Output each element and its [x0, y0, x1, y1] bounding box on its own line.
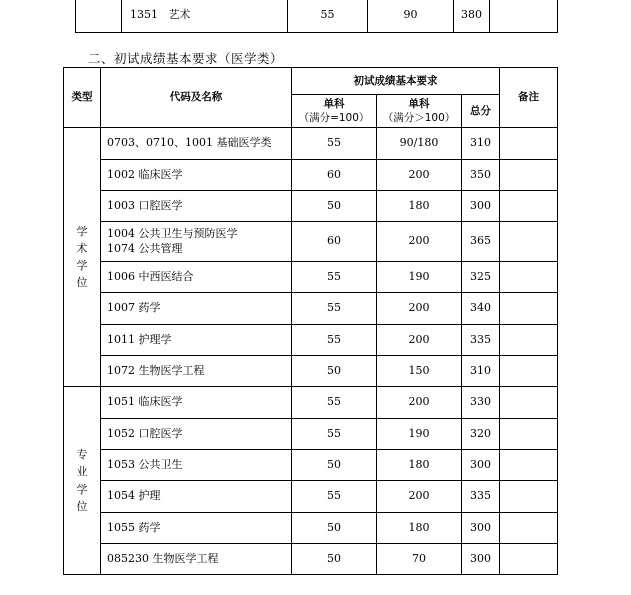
code-name-cell: [101, 387, 292, 419]
remarks-cell: [500, 160, 558, 191]
code-name-line: 1072 生物医学工程: [107, 363, 205, 377]
code-name-cell: [101, 160, 292, 191]
single-100-cell: 55: [288, 0, 368, 33]
total-cell: 300: [462, 544, 500, 575]
remarks-cell: [500, 356, 558, 387]
code-name-line: 1004 公共卫生与预防医学: [107, 226, 238, 240]
total-cell: 365: [462, 222, 500, 262]
type-header: 类型: [64, 68, 101, 128]
code-name-line: 1053 公共卫生: [107, 457, 183, 471]
code-name-cell: [101, 325, 292, 356]
single-100-cell: 55: [292, 293, 377, 325]
table-row: [64, 222, 558, 262]
type-char: 学: [76, 482, 88, 496]
code-name-cell: [101, 450, 292, 481]
single-100-header-line: 单科: [323, 97, 345, 110]
single-gt100-cell: 90: [368, 0, 454, 33]
score-requirements-table: [63, 67, 558, 575]
total-cell: 335: [462, 481, 500, 513]
code-name-line: 1002 临床医学: [107, 167, 183, 181]
code-name-line: 1011 护理学: [107, 332, 172, 346]
code-name-line: 1051 临床医学: [107, 395, 183, 409]
remarks-cell: [500, 387, 558, 419]
single-gt100-cell: 90/180: [377, 128, 462, 160]
single-100-cell: 50: [292, 544, 377, 575]
remarks-cell: [500, 191, 558, 222]
single-100-cell: 55: [292, 325, 377, 356]
remarks-cell: [500, 262, 558, 293]
single-100-cell: 60: [292, 160, 377, 191]
type-cell: [64, 387, 101, 575]
remarks-cell: [500, 544, 558, 575]
code-name-cell: [101, 544, 292, 575]
single-gt100-cell: 180: [377, 450, 462, 481]
single-gt100-cell: 200: [377, 160, 462, 191]
type-char: 学: [76, 259, 88, 272]
single-gt100-cell: 200: [377, 293, 462, 325]
code-name-cell: [101, 222, 292, 262]
code-name-cell: [101, 128, 292, 160]
single-100-cell: 55: [292, 481, 377, 513]
table-row: [64, 387, 558, 419]
code-name-cell: [101, 481, 292, 513]
table-row: [64, 191, 558, 222]
remarks-cell: [500, 419, 558, 450]
total-cell: 310: [462, 128, 500, 160]
code-name-cell: [101, 513, 292, 544]
total-cell: 330: [462, 387, 500, 419]
empty-cell: [76, 0, 122, 33]
remarks-cell: [500, 128, 558, 160]
code-name-cell: [101, 262, 292, 293]
table-row: [64, 544, 558, 575]
total-cell: 380: [454, 0, 490, 33]
single-gt100-cell: 190: [377, 262, 462, 293]
single-gt100-cell: 200: [377, 387, 462, 419]
code-name-line: 0703、0710、1001 基础医学类: [107, 136, 272, 150]
group-header: 初试成绩基本要求: [292, 68, 500, 95]
type-char: 术: [76, 241, 88, 255]
single-gt100-cell: 200: [377, 325, 462, 356]
code-name-line: 1006 中西医结合: [107, 269, 194, 283]
remarks-cell: [500, 325, 558, 356]
total-cell: 310: [462, 356, 500, 387]
total-cell: 300: [462, 450, 500, 481]
total-header: 总分: [462, 95, 500, 128]
single-gt100-header-line: 单科: [408, 97, 430, 110]
remarks-cell: [500, 513, 558, 544]
type-cell: [64, 128, 101, 387]
total-cell: 300: [462, 513, 500, 544]
single-100-cell: 50: [292, 450, 377, 481]
single-gt100-cell: 180: [377, 191, 462, 222]
total-cell: 340: [462, 293, 500, 325]
table-row: [64, 325, 558, 356]
type-char: 专: [76, 448, 88, 462]
header-row: [64, 68, 558, 95]
code-name-header: 代码及名称: [101, 68, 292, 128]
single-100-cell: 50: [292, 356, 377, 387]
table-row: [64, 293, 558, 325]
table-row: [64, 128, 558, 160]
single-100-cell: 50: [292, 191, 377, 222]
remarks-cell: [500, 293, 558, 325]
total-cell: 325: [462, 262, 500, 293]
table-row: [76, 0, 558, 33]
code-name-cell: 1351 艺术: [122, 0, 288, 33]
type-char: 学: [76, 224, 88, 238]
remarks-cell: [490, 0, 558, 33]
single-gt100-cell: 200: [377, 222, 462, 262]
code-name-cell: [101, 419, 292, 450]
table-row: [64, 481, 558, 513]
code-name-line: 1003 口腔医学: [107, 198, 183, 212]
code-name-cell: [101, 356, 292, 387]
code-name-cell: [101, 293, 292, 325]
code-name-line: 1052 口腔医学: [107, 426, 183, 440]
remarks-cell: [500, 222, 558, 262]
single-100-cell: 50: [292, 513, 377, 544]
type-char: 业: [76, 465, 88, 479]
single-100-cell: 55: [292, 128, 377, 160]
remarks-header: 备注: [500, 68, 558, 128]
code-name-line: 1054 护理: [107, 489, 161, 503]
code-name-line: 1074 公共管理: [107, 241, 183, 255]
code-name-line: 1055 药学: [107, 520, 161, 534]
table-row: [64, 450, 558, 481]
single-gt100-cell: 150: [377, 356, 462, 387]
code-name-line: 1007 药学: [107, 301, 161, 315]
table-row: [64, 419, 558, 450]
section-title: 二、初试成绩基本要求（医学类）: [88, 51, 284, 66]
remarks-cell: [500, 481, 558, 513]
total-cell: 335: [462, 325, 500, 356]
table-row: [64, 356, 558, 387]
code-name-cell: [101, 191, 292, 222]
table-row: [64, 160, 558, 191]
total-cell: 300: [462, 191, 500, 222]
single-100-cell: 55: [292, 419, 377, 450]
type-char: 位: [76, 499, 88, 513]
single-gt100-cell: 180: [377, 513, 462, 544]
single-gt100-header-line: （满分＞100）: [382, 112, 456, 124]
single-100-cell: 60: [292, 222, 377, 262]
total-cell: 320: [462, 419, 500, 450]
total-cell: 350: [462, 160, 500, 191]
single-100-header: [292, 95, 377, 128]
table-row: [64, 262, 558, 293]
single-gt100-cell: 200: [377, 481, 462, 513]
single-gt100-cell: 190: [377, 419, 462, 450]
remarks-cell: [500, 450, 558, 481]
single-100-header-line: （满分=100）: [298, 112, 370, 124]
single-100-cell: 55: [292, 387, 377, 419]
table-row: [64, 513, 558, 544]
single-100-cell: 55: [292, 262, 377, 293]
code-name-line: 085230 生物医学工程: [107, 551, 219, 565]
type-char: 位: [76, 276, 88, 290]
previous-table: [75, 0, 558, 33]
single-gt100-cell: 70: [377, 544, 462, 575]
single-gt100-header: [377, 95, 462, 128]
